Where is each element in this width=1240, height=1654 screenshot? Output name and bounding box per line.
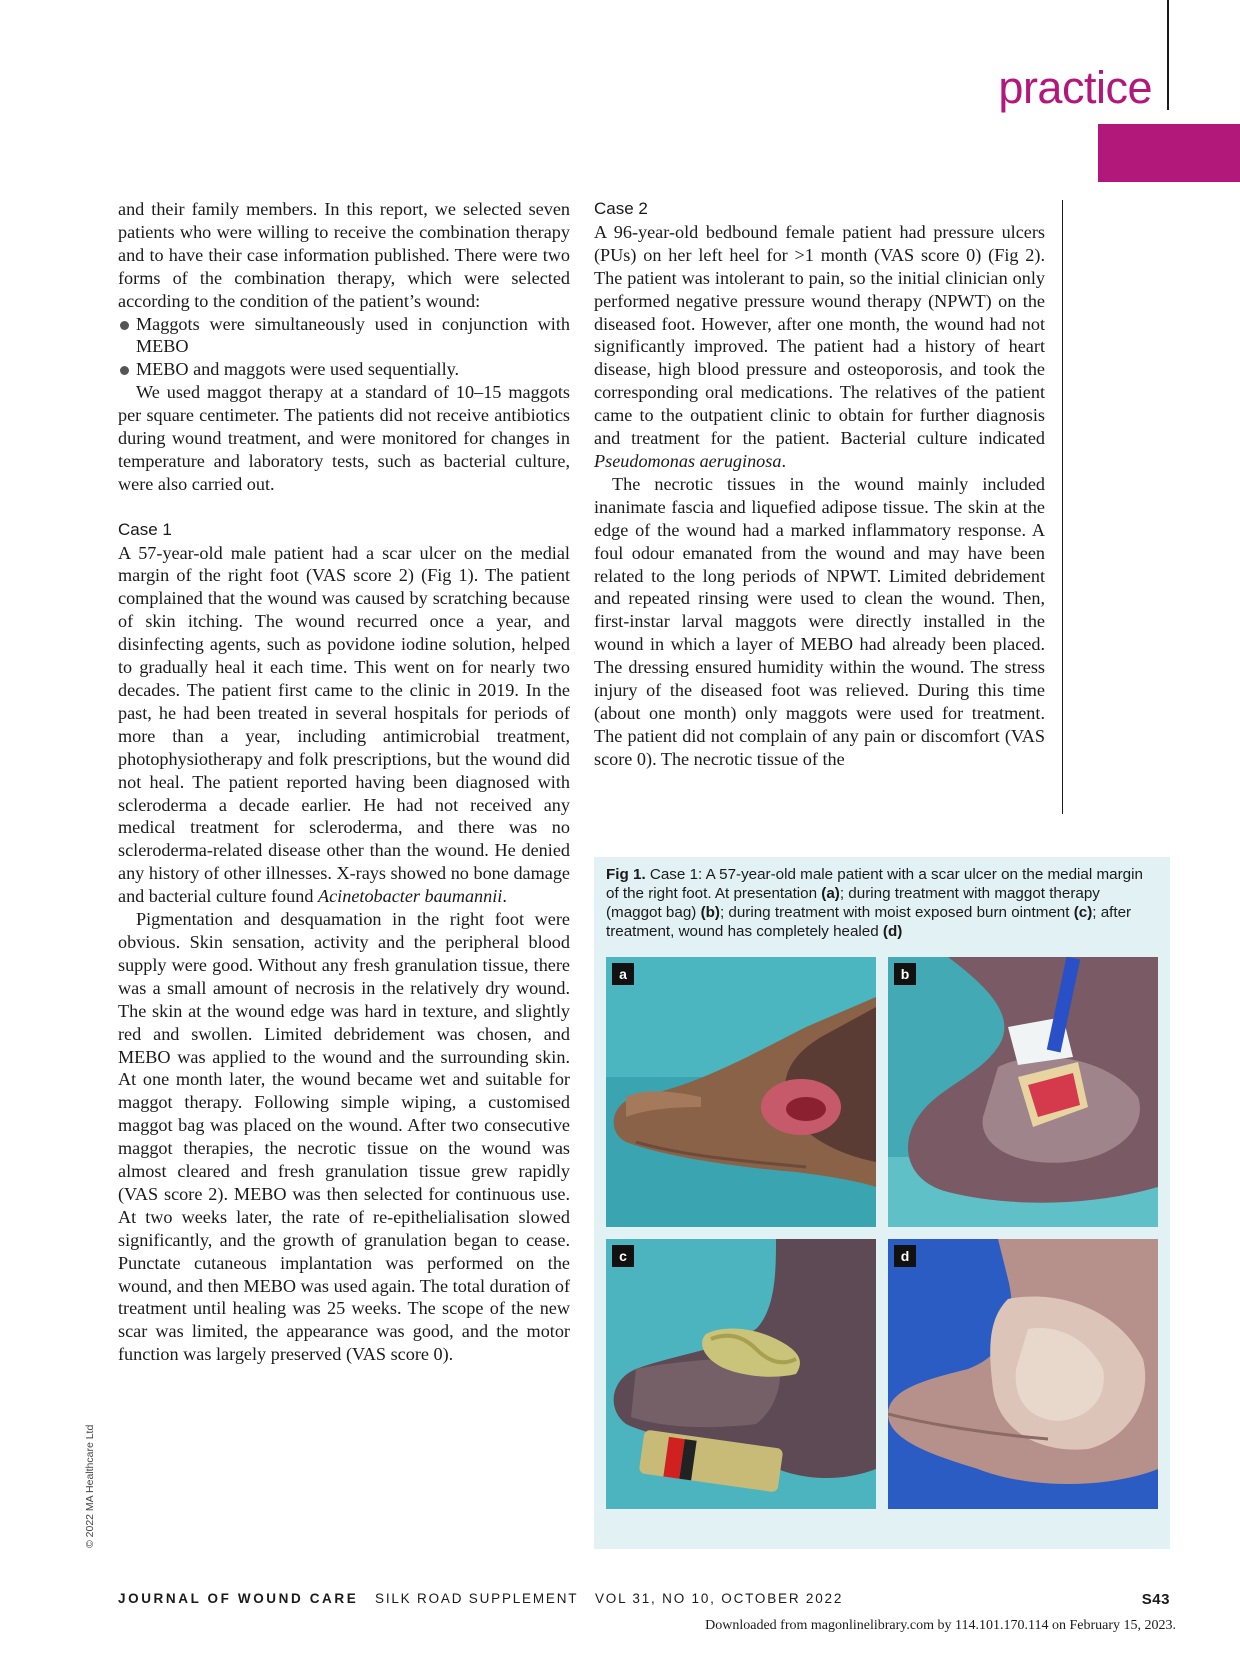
header-rule bbox=[1167, 0, 1169, 110]
list-item: MEBO and maggots were used sequentially. bbox=[118, 358, 570, 381]
list-item: Maggots were simultaneously used in conjunction with MEBO bbox=[118, 313, 570, 359]
case2-paragraph-2: The necrotic tissues in the wound mainly included inanimate fascia and liquefied adipose tissue. The skin at the edge of the wound had a marked inflammatory response. A foul odour emanated from the wound and may have been related to the long periods of NPWT. Limited debridement and repeated rinsing were used to clean the wound. Then, first-instar larval maggots were directly installed in the wound in which a layer of MEBO had already been placed. The dressing ensured humidity within the wound. The stress injury of the diseased foot was relieved. During this time (about one month) only maggots were used for treatment. The patient did not complain of any pain or discomfort (VAS score 0). The necrotic tissue of the bbox=[594, 473, 1045, 769]
therapy-forms-list bbox=[118, 313, 570, 382]
left-column bbox=[118, 198, 570, 1366]
journal-name: JOURNAL OF WOUND CARE bbox=[118, 1591, 359, 1606]
section-color-block bbox=[1098, 124, 1240, 182]
download-note: Downloaded from magonlinelibrary.com by 114.101.170.114 on February 15, 2023. bbox=[705, 1618, 1176, 1633]
case1-heading: Case 1 bbox=[118, 519, 172, 539]
bacterium-name: Pseudomonas aeruginosa bbox=[594, 450, 782, 471]
column-rule bbox=[1062, 200, 1063, 814]
figure-panel-a bbox=[606, 957, 876, 1227]
page-footer bbox=[118, 1591, 1170, 1606]
figure-panel-b bbox=[888, 957, 1158, 1227]
figure-panel-c bbox=[606, 1239, 876, 1509]
bacterium-name: Acinetobacter baumannii bbox=[317, 886, 503, 907]
standard-paragraph: We used maggot therapy at a standard of 10–15 maggots per square centimeter. The patients did not receive antibiotics during wound treatment, and were monitored for changes in temperature and laboratory tests, such as bacterial culture, were also carried out. bbox=[118, 382, 570, 494]
foot-photo-d bbox=[888, 1239, 1158, 1509]
panel-label-c: c bbox=[612, 1245, 634, 1267]
case1-paragraph-1: A 57-year-old male patient had a scar ulcer on the medial margin of the right foot (VAS score 2) (Fig 1). The patient complained that the wound was caused by scratching because of skin itching. The wound recurred once a year, and disinfecting agents, such as povidone iodine solution, helped to gradually heal it each time. This went on for nearly two decades. The patient first came to the clinic in 2019. In the past, he had been treated in several hospitals for periods of more than a year, including antimicrobial treatment, photophysiotherapy and folk prescriptions, but the wound did not heal. The patient reported having been diagnosed with scleroderma a decade earlier. He had not received any medical treatment for scleroderma, and there was no scleroderma-related disease other than the wound. He denied any history of other illnesses. X-rays showed no bone damage and bacterial culture found Acinetobacter baumannii. bbox=[118, 542, 570, 907]
case2-paragraph-1: A 96-year-old bedbound female patient had pressure ulcers (PUs) on her left heel for >1 month (VAS score 0) (Fig 2). The patient was intolerant to pain, so the initial clinician only performed negative pressure wound therapy (NPWT) on the diseased foot. However, after one month, the wound had not significantly improved. The patient had a history of heart disease, high blood pressure and osteoporosis, and took the corresponding oral medications. The relatives of the patient came to the outpatient clinic to obtain for further diagnosis and treatment for the patient. Bacterial culture indicated Pseudomonas aeruginosa. bbox=[594, 221, 1045, 471]
foot-photo-c bbox=[606, 1239, 876, 1509]
right-column bbox=[594, 198, 1045, 771]
case2-heading: Case 2 bbox=[594, 199, 648, 218]
intro-paragraph: and their family members. In this report, we selected seven patients who were willing to receive the combination therapy and to have their case information published. There were two forms of the combination therapy, which were selected according to the condition of the patient’s wound: bbox=[118, 199, 570, 311]
panel-label-a: a bbox=[612, 963, 634, 985]
copyright-notice: © 2022 MA Healthcare Ltd bbox=[84, 1424, 96, 1548]
issue-info: VOL 31, NO 10, OCTOBER 2022 bbox=[594, 1591, 844, 1606]
panel-label-d: d bbox=[894, 1245, 916, 1267]
figure-caption: Fig 1. Case 1: A 57-year-old male patient with a scar ulcer on the medial margin of the right foot. At presentation (a); during treatment with maggot therapy (maggot bag) (b); during treatment with moist exposed burn ointment (c); after treatment, wound has completely healed (d) bbox=[606, 866, 1143, 940]
foot-photo-a bbox=[606, 957, 876, 1227]
panel-label-b: b bbox=[894, 963, 916, 985]
figure-1 bbox=[594, 857, 1170, 1549]
case1-paragraph-2: Pigmentation and desquamation in the right foot were obvious. Skin sensation, activity and the peripheral blood supply were good. Without any fresh granulation tissue, there was a small amount of necrosis in the relatively dry wound. The skin at the wound edge was hard in texture, and slightly red and swollen. Limited debridement was chosen, and MEBO was applied to the wound and the surrounding skin. At one month later, the wound became wet and suitable for maggot therapy. Following simple wiping, a customised maggot bag was placed on the wound. After two consecutive maggot therapies, the necrotic tissue on the wound was almost cleared and fresh granulation tissue grew rapidly (VAS score 2). MEBO was then selected for continuous use. At two weeks later, the rate of re-epithelialisation slowed significantly, and the growth of granulation began to cease. Punctate cutaneous implantation was performed on the wound, and then MEBO was used again. The total duration of treatment until healing was 25 weeks. The scope of the new scar was limited, the appearance was good, and the motor function was largely preserved (VAS score 0). bbox=[118, 909, 570, 1365]
page-number: S43 bbox=[1141, 1591, 1170, 1608]
supplement-name: SILK ROAD SUPPLEMENT bbox=[375, 1591, 579, 1606]
figure-panel-d bbox=[888, 1239, 1158, 1509]
foot-photo-b bbox=[888, 957, 1158, 1227]
section-label: practice bbox=[998, 62, 1152, 113]
